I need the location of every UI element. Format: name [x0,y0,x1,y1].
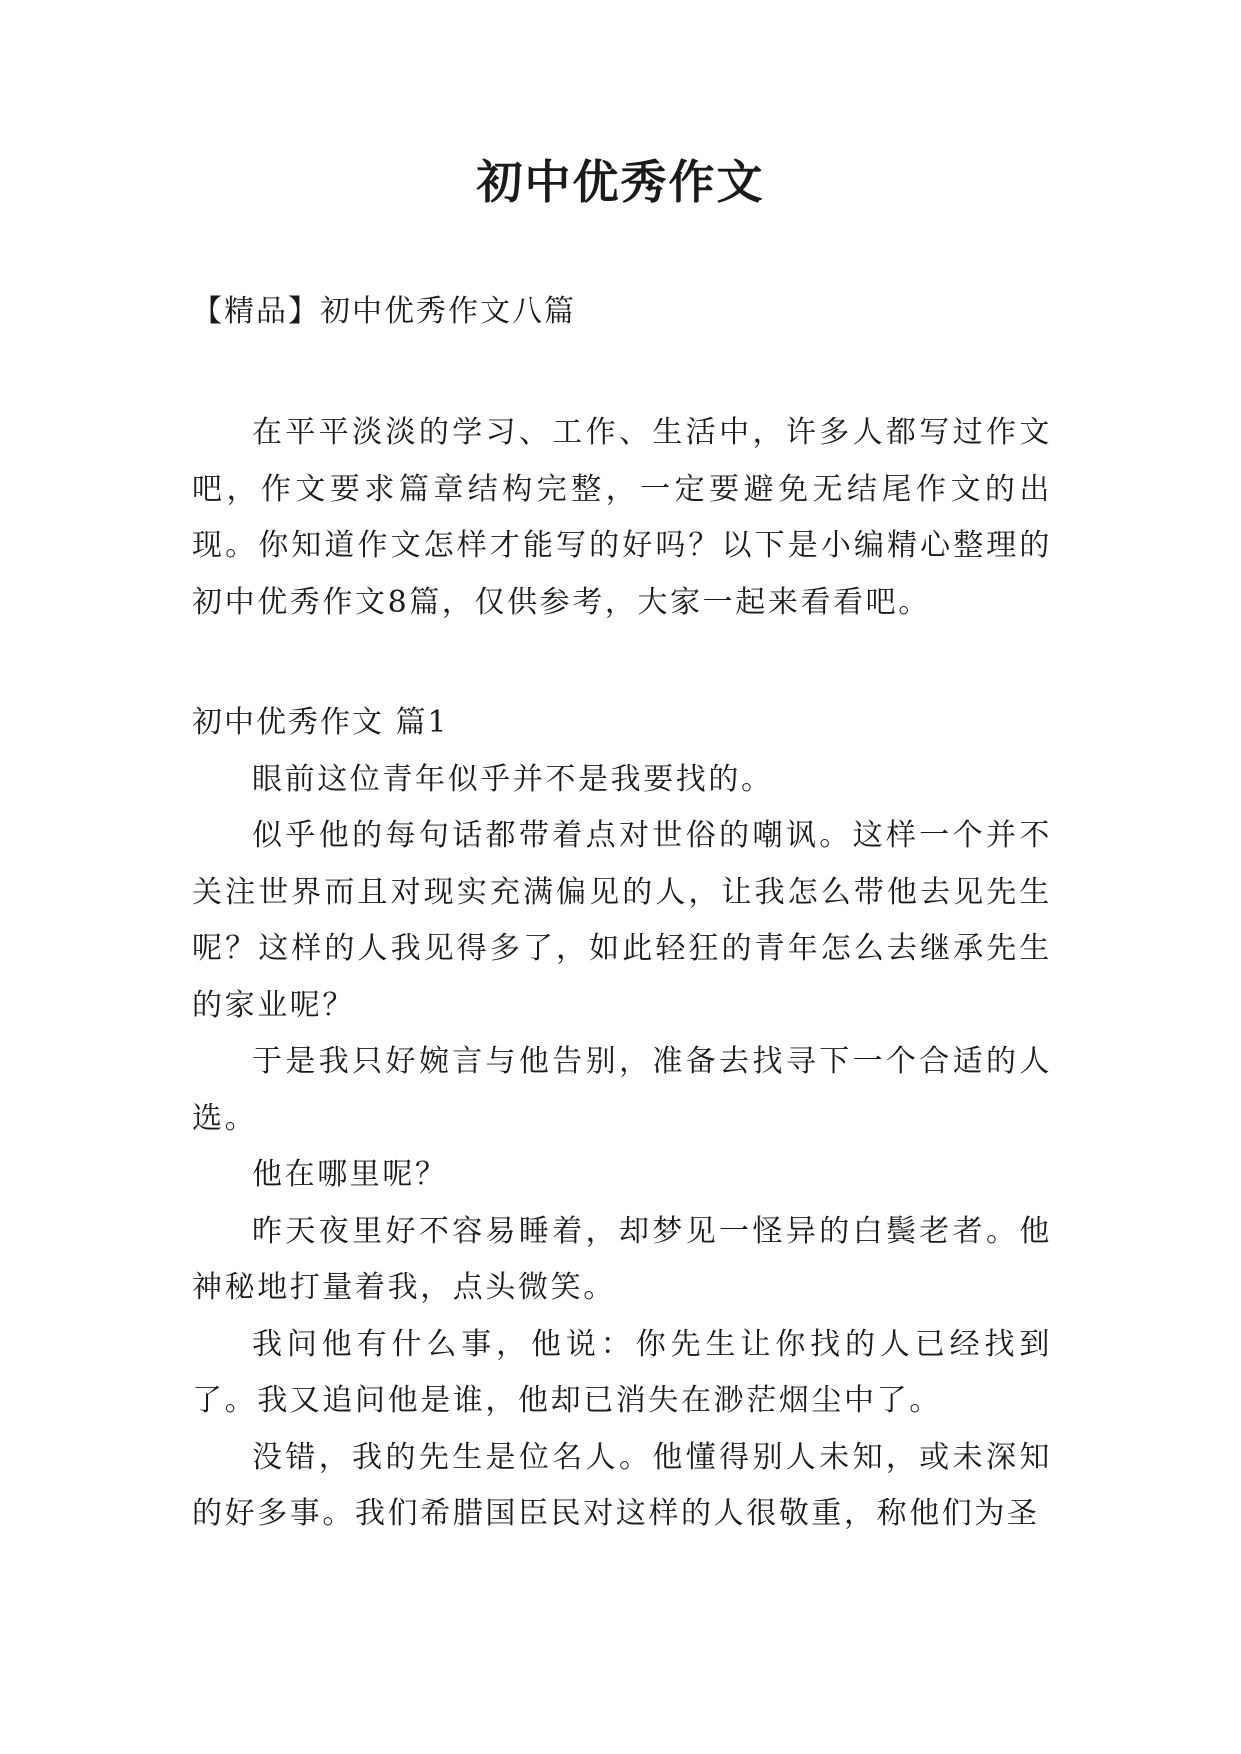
document-title: 初中优秀作文 [476,155,765,209]
body-paragraph: 似乎他的每句话都带着点对世俗的嘲讽。这样一个并不关注世界而且对现实充满偏见的人，让我怎么带他去见先生呢？这样的人我见得多了，如此轻狂的青年怎么去继承先生的家业呢？ [192,818,1052,1023]
body-paragraph: 我问他有什么事，他说：你先生让你找的人已经找到了。我又追问他是谁，他却已消失在渺茫烟尘中了。 [192,1326,1052,1418]
document-subtitle: 【精品】初中优秀作文八篇 [192,294,576,329]
intro-paragraph: 在平平淡淡的学习、工作、生活中，许多人都写过作文吧，作文要求篇章结构完整，一定要避免无结尾作文的出现。你知道作文怎样才能写的好吗？以下是小编精心整理的初中优秀作文8篇，仅供参考，大家一起来看看吧。 [192,415,1052,620]
body-paragraph: 他在哪里呢？ [252,1157,448,1192]
section-heading: 初中优秀作文 篇1 [192,705,449,740]
intro-block [192,405,1052,631]
essay-section-1 [192,695,1052,1543]
body-paragraph: 于是我只好婉言与他告别，准备去找寻下一个合适的人选。 [192,1044,1052,1136]
body-paragraph: 没错，我的先生是位名人。他懂得别人未知，或未深知的好多事。我们希腊国臣民对这样的人很敬重，称他们为圣 [192,1439,1052,1531]
body-paragraph: 眼前这位青年似乎并不是我要找的。 [252,761,774,797]
body-paragraph: 昨天夜里好不容易睡着，却梦见一怪异的白鬓老者。他神秘地打量着我，点头微笑。 [192,1213,1052,1305]
